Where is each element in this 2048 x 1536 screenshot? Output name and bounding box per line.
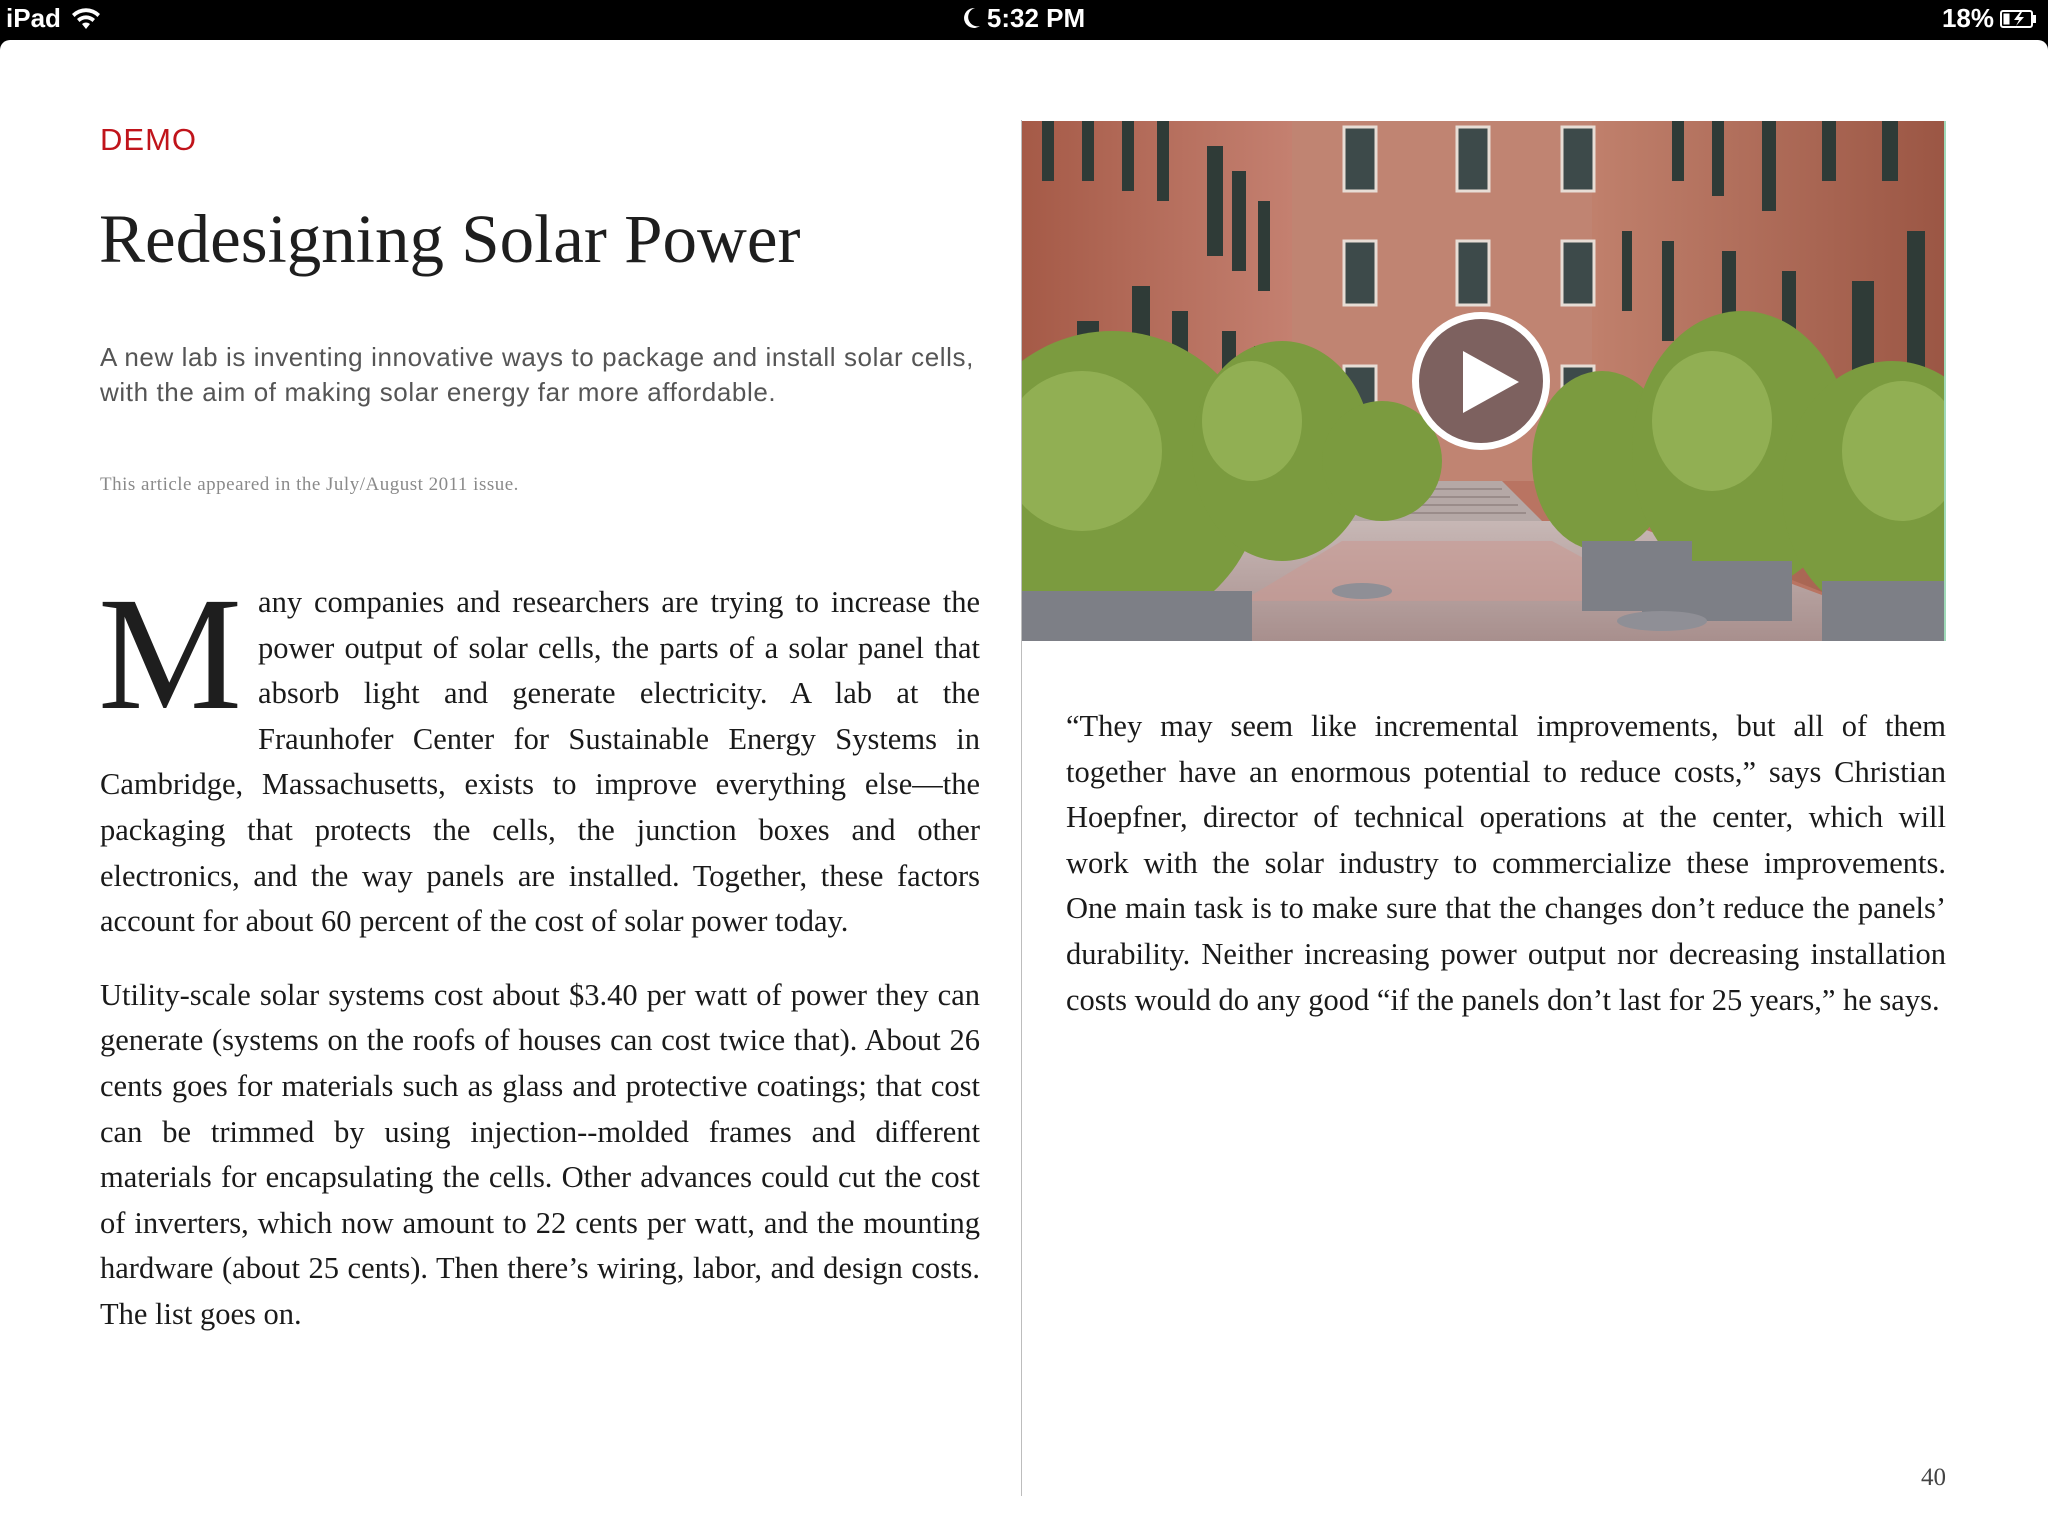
paragraph-2: Utility-scale solar systems cost about $3.40 per watt of power they can generate (systems on the roofs of houses can cost twice that). About 26 cents goes for materials such as glass and protective coatings; that cost can be trimmed by using injection--molded frames and different materials for encapsulating the cells. Other advances could cut the cost of inverters, which now amount to 22 cents per watt, and the mounting hardware (about 25 cents). Then there’s wiring, labor, and design costs. The list goes on. xyxy=(100,977,980,1331)
issue-note: This article appeared in the July/August 2011 issue. xyxy=(100,474,519,495)
article-dek: A new lab is inventing innovative ways to package and install solar cells, with the aim of making solar energy far more affordable. xyxy=(100,342,974,407)
clock-time: 5:32 PM xyxy=(986,3,1086,33)
section-label[interactable]: DEMO xyxy=(100,122,197,157)
moon-icon xyxy=(963,7,981,29)
article-title: Redesigning Solar Power xyxy=(99,201,801,277)
status-bar-clock xyxy=(0,3,2048,34)
video-edge xyxy=(1944,121,1946,641)
play-button[interactable] xyxy=(1412,312,1550,450)
article-page xyxy=(0,40,2048,1536)
play-icon xyxy=(1457,349,1523,415)
status-bar xyxy=(0,0,2048,40)
paragraph-3: “They may seem like incremental improvements, but all of them together have an enormous potential to reduce costs,” says Christian Hoepfner, director of technical operations at the center, which will work with the solar industry to commercialize these improvements. One main task is to make sure that the changes don’t reduce the panels’ durability. Neither increasing power output nor decreasing installation costs would do any good “if the panels don’t last for 25 years,” he says. xyxy=(1066,709,1946,1017)
paragraph-1-text: any companies and researchers are trying to increase the power output of solar cells, the parts of a solar panel that absorb light and generate electricity. A lab at the Fraunhofer Center for Sustainable Energy Systems in Cambridge, Massachusetts, exists to improve everything else—the packaging that protects the cells, the junction boxes and other electronics, and the way panels are installed. Together, these factors account for about 60 percent of the cost of solar power today. xyxy=(100,585,980,939)
battery-percent: 18% xyxy=(1941,3,1994,33)
drop-cap: M xyxy=(98,565,243,744)
paragraph-1 xyxy=(98,565,980,945)
device-name: iPad xyxy=(6,3,61,33)
status-bar-right xyxy=(1942,3,2038,34)
battery-icon xyxy=(2000,9,2038,29)
article-body-left xyxy=(98,565,980,1366)
page-number: 40 xyxy=(1921,1464,1946,1491)
